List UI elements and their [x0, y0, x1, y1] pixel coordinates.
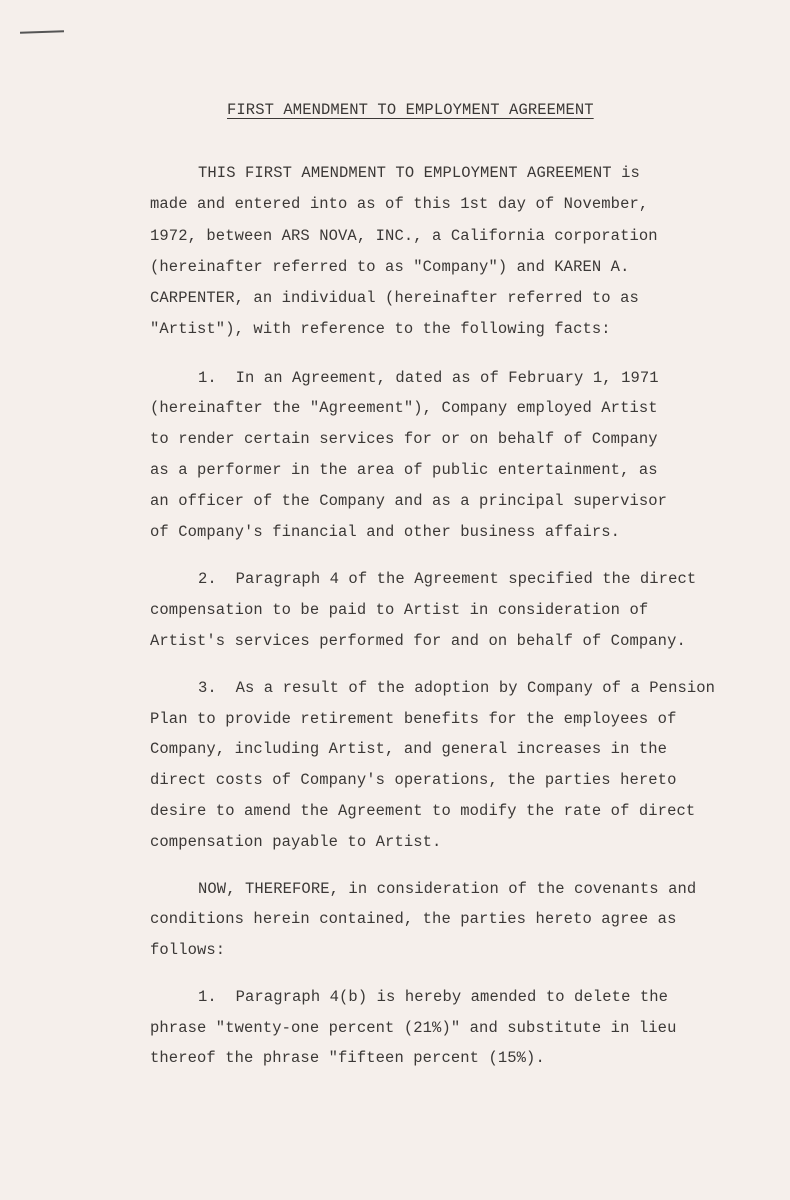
paragraph-line: (hereinafter the "Agreement"), Company employed Artist	[150, 399, 658, 417]
paragraph-first-line: 2. Paragraph 4 of the Agreement specified the direct	[198, 570, 697, 588]
paragraph-line: 1972, between ARS NOVA, INC., a California corporation	[150, 227, 658, 245]
paragraph-line: Plan to provide retirement benefits for the employees of	[150, 710, 677, 728]
document-title: FIRST AMENDMENT TO EMPLOYMENT AGREEMENT	[227, 101, 594, 119]
pen-mark	[20, 30, 64, 34]
paragraph-line: Artist's services performed for and on behalf of Company.	[150, 632, 686, 650]
paragraph-first-line: 3. As a result of the adoption by Company of a Pension	[198, 679, 716, 697]
paragraph-line: Company, including Artist, and general increases in the	[150, 740, 668, 758]
paragraph-line: to render certain services for or on behalf of Company	[150, 430, 658, 448]
paragraph-line: "Artist"), with reference to the following facts:	[150, 320, 611, 338]
paragraph-line: conditions herein contained, the parties hereto agree as	[150, 910, 677, 928]
paragraph-line: phrase "twenty-one percent (21%)" and substitute in lieu	[150, 1019, 677, 1037]
paragraph-line: of Company's financial and other business affairs.	[150, 523, 621, 541]
paragraph-line: compensation to be paid to Artist in consideration of	[150, 601, 649, 619]
paragraph-first-line: 1. In an Agreement, dated as of February 1, 1971	[198, 369, 659, 387]
paragraph-first-line: 1. Paragraph 4(b) is hereby amended to delete the	[198, 988, 669, 1006]
paragraph-line: direct costs of Company's operations, the parties hereto	[150, 771, 677, 789]
paragraph-line: thereof the phrase "fifteen percent (15%).	[150, 1049, 545, 1067]
paragraph-line: an officer of the Company and as a principal supervisor	[150, 492, 668, 510]
paragraph-first-line: NOW, THEREFORE, in consideration of the covenants and	[198, 880, 697, 898]
paragraph-line: (hereinafter referred to as "Company") and KAREN A.	[150, 258, 630, 276]
paragraph-line: as a performer in the area of public entertainment, as	[150, 461, 658, 479]
paragraph-line: desire to amend the Agreement to modify the rate of direct	[150, 802, 696, 820]
paragraph-line: compensation payable to Artist.	[150, 833, 442, 851]
paragraph-line: made and entered into as of this 1st day of November,	[150, 195, 649, 213]
paragraph-line: CARPENTER, an individual (hereinafter referred to as	[150, 289, 639, 307]
paragraph-first-line: THIS FIRST AMENDMENT TO EMPLOYMENT AGREEMENT is	[198, 164, 640, 182]
paragraph-line: follows:	[150, 941, 226, 959]
